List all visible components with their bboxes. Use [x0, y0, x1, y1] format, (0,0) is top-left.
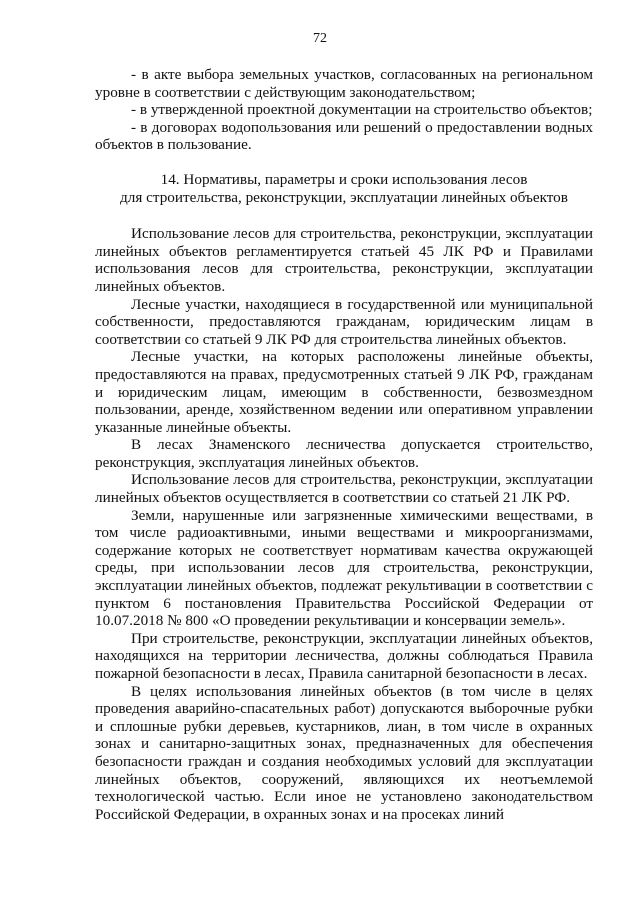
document-body: [95, 66, 593, 823]
section-heading-line-2: для строительства, реконструкции, эксплуатации линейных объектов: [120, 188, 568, 206]
paragraph-znamensky-forestry: В лесах Знаменского лесничества допускается строительство, реконструкция, эксплуатация линейных объектов.: [95, 436, 593, 471]
paragraph-logging: В целях использования линейных объектов (в том числе в целях проведения аварийно-спасательных работ) допускаются выборочные рубки и сплошные рубки деревьев, кустарников, лиан, в том числе в охранных зонах и санитарно-защитных зонах, предназначенных для обеспечения безопасности граждан и создания необходимых условий для эксплуатации линейных объектов, сооружений, являющихся их неотъемлемой технологической частью. Если иное не установлено законодательством Российской Федерации, в охранных зонах и на просеках линий: [95, 682, 593, 823]
list-item-land-selection-act: - в акте выбора земельных участков, согласованных на региональном уровне в соответствии с действующим законодательством;: [95, 66, 593, 101]
section-heading: [95, 171, 593, 206]
paragraph-article-21: Использование лесов для строительства, реконструкции, эксплуатации линейных объектов осуществляется в соответствии со статьей 21 ЛК РФ.: [95, 471, 593, 507]
list-item-project-documentation: - в утвержденной проектной документации на строительство объектов;: [131, 101, 593, 119]
paragraph-recultivation: Земли, нарушенные или загрязненные химическими веществами, в том числе радиоактивными, иными веществами и микроорганизмами, содержание которых не соответствует нормативам качества окружающей среды, при использовании лесов для строительства, реконструкции, эксплуатации линейных объектов, подлежат рекультивации в соответствии с пунктом 6 постановления Правительства Российской Федерации от 10.07.2018 № 800 «О проведении рекультивации и консервации земель».: [95, 506, 593, 630]
page-number: 72: [313, 31, 327, 46]
spacer: [95, 206, 593, 225]
paragraph-safety-rules: При строительстве, реконструкции, эксплуатации линейных объектов, находящихся на территории лесничества, должны соблюдаться Правила пожарной безопасности в лесах, Правила санитарной безопасности в лесах.: [95, 629, 593, 682]
paragraph-provided-rights: Лесные участки, на которых расположены линейные объекты, предоставляются на правах, предусмотренных статьей 9 ЛК РФ, гражданам и юридическим лицам, имеющим в собственности, безвозмездном пользовании, аренде, хозяйственном ведении или оперативном управлении указанные линейные объекты.: [95, 348, 593, 436]
paragraph-state-land: Лесные участки, находящиеся в государственной или муниципальной собственности, предоставляются гражданам, юридическим лицам в соответствии со статьей 9 ЛК РФ для строительства линейных объектов.: [95, 295, 593, 348]
spacer: [95, 154, 593, 171]
section-heading-line-1: 14. Нормативы, параметры и сроки использования лесов: [160, 170, 528, 188]
paragraph-regulation: Использование лесов для строительства, реконструкции, эксплуатации линейных объектов регламентируется статьей 45 ЛК РФ и Правилами использования лесов для строительства, реконструкции, эксплуатации линейных объектов.: [95, 225, 593, 295]
list-item-water-use-agreements: - в договорах водопользования или решений о предоставлении водных объектов в пользование.: [95, 118, 593, 154]
